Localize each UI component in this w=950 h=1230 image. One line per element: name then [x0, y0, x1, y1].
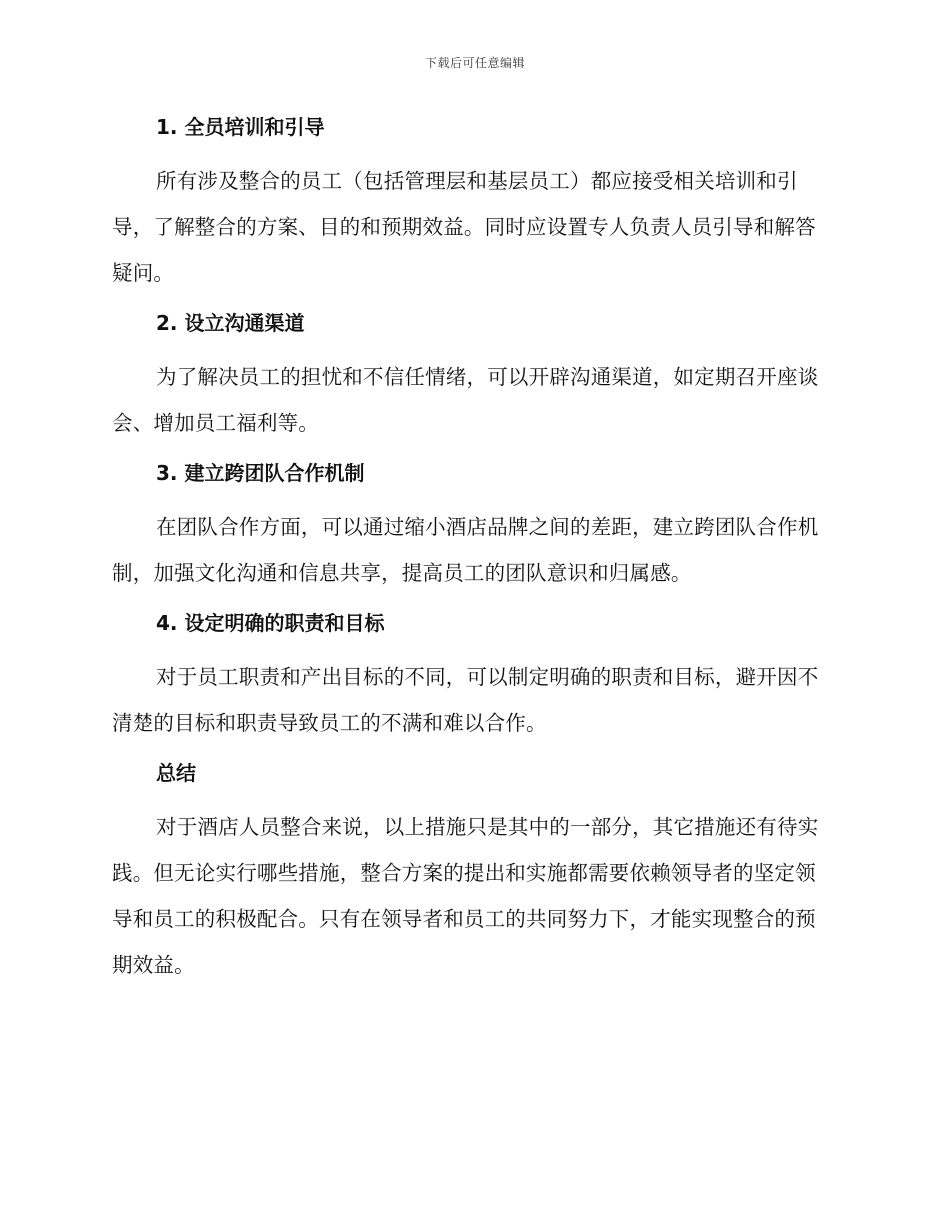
section-paragraph: 对于员工职责和产出目标的不同，可以制定明确的职责和目标，避开因不清楚的目标和职责导致员工的不满和难以合作。 — [112, 665, 819, 735]
section-1 — [112, 112, 832, 296]
section-4 — [112, 608, 832, 746]
section-summary — [112, 758, 832, 988]
document-body — [112, 112, 832, 1000]
section-paragraph: 对于酒店人员整合来说，以上措施只是其中的一部分，其它措施还有待实践。但无论实行哪些措施，整合方案的提出和实施都需要依赖领导者的坚定领导和员工的积极配合。只有在领导者和员工的共同努力下，才能实现整合的预期效益。 — [112, 815, 819, 977]
section-2 — [112, 308, 832, 446]
section-3 — [112, 458, 832, 596]
section-paragraph: 所有涉及整合的员工（包括管理层和基层员工）都应接受相关培训和引导，了解整合的方案、目的和预期效益。同时应设置专人负责人员引导和解答疑问。 — [112, 169, 816, 285]
section-heading: 1. 全员培训和引导 — [156, 115, 325, 139]
section-paragraph: 为了解决员工的担忧和不信任情绪，可以开辟沟通渠道，如定期召开座谈会、增加员工福利等。 — [112, 365, 819, 435]
section-heading: 4. 设定明确的职责和目标 — [156, 611, 385, 635]
section-paragraph: 在团队合作方面，可以通过缩小酒店品牌之间的差距，建立跨团队合作机制，加强文化沟通和信息共享，提高员工的团队意识和归属感。 — [112, 515, 819, 585]
section-heading: 总结 — [156, 761, 196, 785]
page-header-note: 下载后可任意编辑 — [424, 56, 525, 70]
section-heading: 3. 建立跨团队合作机制 — [156, 461, 365, 485]
section-heading: 2. 设立沟通渠道 — [156, 311, 305, 335]
